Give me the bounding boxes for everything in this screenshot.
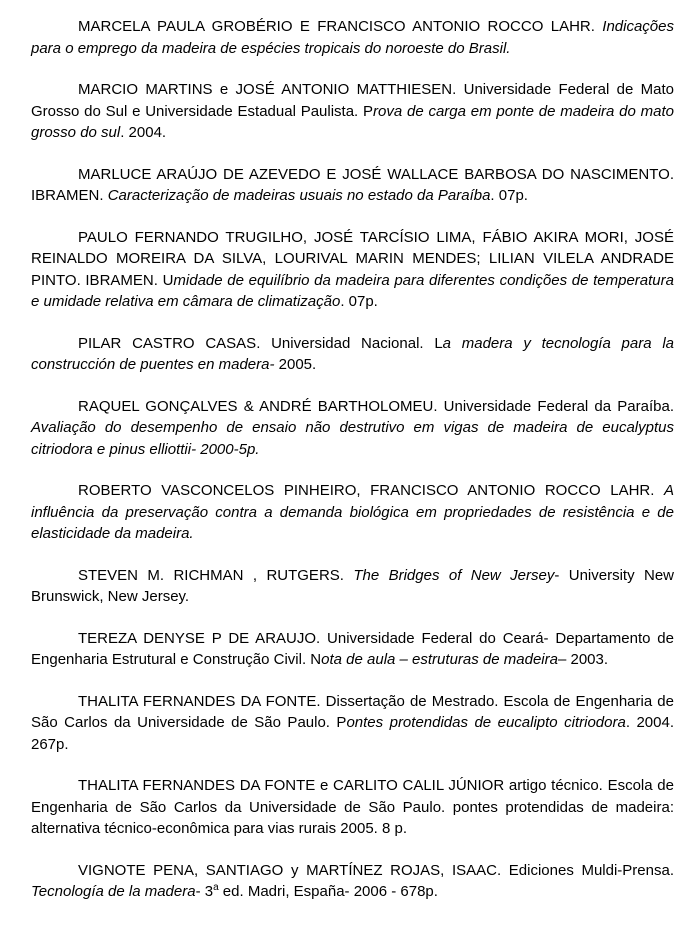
reference-entry — [31, 628, 674, 671]
reference-title-italic: Tecnología de la madera — [31, 883, 196, 900]
reference-text: STEVEN M. RICHMAN , RUTGERS. — [78, 566, 354, 584]
reference-title-italic: ota de aula – estruturas de madeira — [321, 651, 558, 668]
reference-text: ROBERTO VASCONCELOS PINHEIRO, FRANCISCO ANTONIO ROCCO LAHR. — [78, 482, 664, 499]
reference-title-italic: Avaliação do desempenho de ensaio não destrutivo em vigas de madeira de eucalyptus citriodora e pinus elliottii- 2000-5p. — [31, 419, 674, 458]
reference-text: ed. Madri, España- 2006 - 678p. — [218, 883, 438, 900]
reference-title-italic: a madera y tecnología para la construcción de puentes en madera- — [31, 334, 674, 373]
reference-text: VIGNOTE PENA, SANTIAGO y MARTÍNEZ ROJAS, ISAAC. Ediciones Muldi-Prensa. — [78, 861, 674, 879]
reference-title-italic: A influência da preservação contra a demanda biológica em propriedades de resistência e de elasticidade da madeira. — [31, 482, 674, 542]
reference-entry — [31, 396, 674, 461]
reference-entry — [31, 333, 674, 376]
reference-text: - 3 — [195, 883, 214, 900]
reference-list — [31, 16, 674, 923]
reference-entry — [31, 227, 674, 313]
reference-text: MARLUCE ARAÚJO DE AZEVEDO E JOSÉ WALLACE BARBOSA DO NASCIMENTO. IBRAMEN. — [31, 165, 674, 204]
reference-text: . 07p. — [340, 293, 378, 310]
reference-entry — [31, 79, 674, 144]
reference-text: THALITA FERNANDES DA FONTE. Dissertação de Mestrado. Escola de Engenharia de São Carlos da Universidade de São Paulo. P — [31, 692, 674, 731]
reference-entry — [31, 691, 674, 756]
reference-entry — [31, 16, 674, 59]
reference-entry — [31, 775, 674, 840]
reference-text: PILAR CASTRO CASAS. Universidad Nacional. L — [78, 334, 443, 352]
reference-text: MARCIO MARTINS e JOSÉ ANTONIO MATTHIESEN. Universidade Federal de Mato Grosso do Sul e Universidade Estadual Paulista. P — [31, 81, 674, 120]
reference-text: . 07p. — [490, 187, 528, 204]
reference-text: . 2004. 267p. — [31, 714, 674, 753]
reference-title-italic: The Bridges of New Jersey — [353, 566, 555, 584]
reference-title-italic: Caracterização de madeiras usuais no estado da Paraíba — [107, 187, 491, 204]
reference-title-italic: Indicações para o emprego da madeira de espécies tropicais do noroeste do Brasil. — [31, 18, 674, 57]
reference-text: - University New Brunswick, New Jersey. — [31, 566, 674, 605]
reference-text: 2005. — [274, 356, 317, 373]
reference-title-italic: ontes protendidas de eucalipto citriodora — [346, 714, 626, 731]
superscript-text: a — [213, 882, 219, 893]
reference-entry — [31, 480, 674, 545]
reference-text: TEREZA DENYSE P DE ARAUJO. Universidade Federal do Ceará- Departamento de Engenharia Estrutural e Construção Civil. N — [31, 629, 674, 668]
reference-text: PAULO FERNANDO TRUGILHO, JOSÉ TARCÍSIO LIMA, FÁBIO AKIRA MORI, JOSÉ REINALDO MOREIRA DA SILVA, LOURIVAL MARIN MENDES; LILIAN VILELA ANDRADE PINTO. IBRAMEN. U — [31, 228, 674, 289]
reference-text: RAQUEL GONÇALVES & ANDRÉ BARTHOLOMEU. Universidade Federal da Paraíba. — [78, 397, 674, 415]
reference-text: MARCELA PAULA GROBÉRIO E FRANCISCO ANTONIO ROCCO LAHR. — [78, 18, 603, 35]
reference-title-italic: midade de equilíbrio da madeira para diferentes condições de temperatura e umidade relativa em câmara de climatização — [31, 271, 674, 310]
reference-entry — [31, 164, 674, 207]
reference-title-italic: rova de carga em ponte de madeira do mato grosso do sul — [31, 102, 674, 141]
reference-entry — [31, 565, 674, 608]
reference-text: THALITA FERNANDES DA FONTE e CARLITO CALIL JÚNIOR artigo técnico. Escola de Engenharia de São Carlos da Universidade de São Paulo. pontes protendidas de madeira: alternativa técnico-econômica para vias rurais 2005. 8 p. — [31, 777, 674, 837]
reference-entry — [31, 860, 674, 903]
reference-text: . 2004. — [120, 124, 167, 141]
reference-text: – 2003. — [557, 651, 609, 668]
